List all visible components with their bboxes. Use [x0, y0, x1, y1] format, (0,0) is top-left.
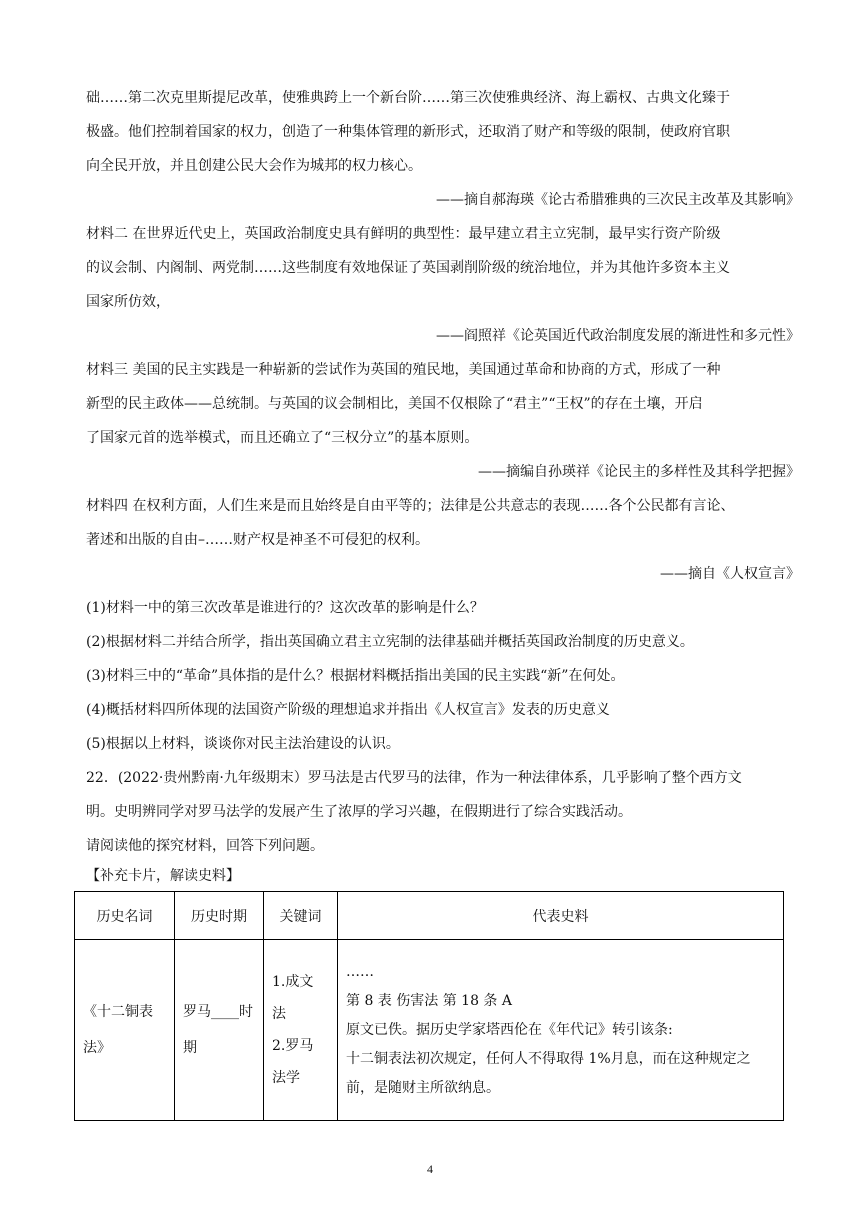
- record-line-3: 原文已佚。据历史学家塔西伦在《年代记》转引该条:: [346, 1021, 673, 1038]
- q22-line-3: 请阅读他的探究材料，回答下列问题。: [86, 838, 324, 854]
- material1-source: ——摘自郝海瑛《论古希腊雅典的三次民主改革及其影响》: [436, 192, 800, 208]
- material1-line-3: 向全民开放，并且创建公民大会作为城邦的权力核心。: [86, 158, 422, 174]
- material1-line-2: 极盛。他们控制着国家的权力，创造了一种集体管理的新形式，还取消了财产和等级的限制，使政府官职: [86, 124, 730, 140]
- question-3: (3)材料三中的“革命”具体指的是什么？根据材料概括指出美国的民主实践“新”在何处。: [86, 668, 625, 684]
- material3-source: ——摘编自孙瑛祥《论民主的多样性及其科学把握》: [478, 464, 800, 480]
- cell-keywords: [264, 940, 338, 1121]
- material4-source: ——摘自《人权宣言》: [660, 566, 800, 582]
- cell-term: [75, 940, 175, 1121]
- term-text: 《十二铜表法》: [83, 1004, 153, 1056]
- material4-line-1: 材料四 在权利方面，人们生来是而且始终是自由平等的；法律是公共意志的表现……各个公民都有言论、: [86, 498, 735, 514]
- material1-line-1: 础……第二次克里斯提尼改革，使雅典跨上一个新台阶……第三次使雅典经济、海上霸权、古典文化臻于: [86, 90, 730, 106]
- cell-period: [175, 940, 264, 1121]
- period-text: 罗马____时期: [183, 1004, 253, 1056]
- table-header-row: [75, 892, 784, 940]
- header-term: 历史名词: [75, 892, 175, 940]
- page-number: 4: [427, 1162, 433, 1176]
- question-2: (2)根据材料二并结合所学，指出英国确立君主立宪制的法律基础并概括英国政治制度的历史意义。: [86, 634, 694, 650]
- record-line-1: ……: [346, 963, 374, 980]
- material2-line-3: 国家所仿效，: [86, 294, 170, 310]
- table-row: [75, 940, 784, 1121]
- record-line-5: 前，是随财主所欲纳息。: [346, 1079, 500, 1096]
- record-line-2: 第 8 表 伤害法 第 18 条 A: [346, 992, 512, 1009]
- q22-line-1: 22．(2022·贵州黔南·九年级期末）罗马法是古代罗马的法律，作为一种法律体系，几乎影响了整个西方文: [86, 770, 742, 786]
- material3-line-1: 材料三 美国的民主实践是一种崭新的尝试作为英国的殖民地，美国通过革命和协商的方式，形成了一种: [86, 362, 721, 378]
- question-1: (1)材料一中的第三次改革是谁进行的？这次改革的影响是什么？: [86, 600, 484, 616]
- material4-line-2: 著述和出版的自由–……财产权是神圣不可侵犯的权利。: [86, 532, 429, 548]
- material3-line-2: 新型的民主政体——总统制。与英国的议会制相比，美国不仅根除了“君主”“王权”的存在土壤，开启: [86, 396, 703, 412]
- material2-source: ——阎照祥《论英国近代政治制度发展的渐进性和多元性》: [436, 328, 800, 344]
- header-period: 历史时期: [175, 892, 264, 940]
- question-5: (5)根据以上材料，谈谈你对民主法治建设的认识。: [86, 736, 400, 752]
- header-keywords: 关键词: [264, 892, 338, 940]
- header-record: 代表史料: [338, 892, 784, 940]
- cell-record: [338, 940, 784, 1121]
- record-line-4: 十二铜表法初次规定，任何人不得取得 1%月息，而在这种规定之: [346, 1050, 751, 1067]
- keyword-1: 1.成文法: [272, 974, 314, 1022]
- material2-line-1: 材料二 在世界近代史上，英国政治制度史具有鲜明的典型性：最早建立君主立宪制，最早实行资产阶级: [86, 226, 721, 242]
- q22-card-heading: 【补充卡片，解读史料】: [86, 868, 240, 884]
- history-card-table: [74, 891, 784, 1121]
- material3-line-3: 了国家元首的选举模式，而且还确立了“三权分立”的基本原则。: [86, 430, 479, 446]
- q22-line-2: 明。史明辨同学对罗马法学的发展产生了浓厚的学习兴趣，在假期进行了综合实践活动。: [86, 804, 632, 820]
- keyword-2: 2.罗马法学: [272, 1038, 314, 1086]
- material2-line-2: 的议会制、内阁制、两党制……这些制度有效地保证了英国剥削阶级的统治地位，并为其他许多资本主义: [86, 260, 730, 276]
- question-4: (4)概括材料四所体现的法国资产阶级的理想追求并指出《人权宣言》发表的历史意义: [86, 702, 610, 718]
